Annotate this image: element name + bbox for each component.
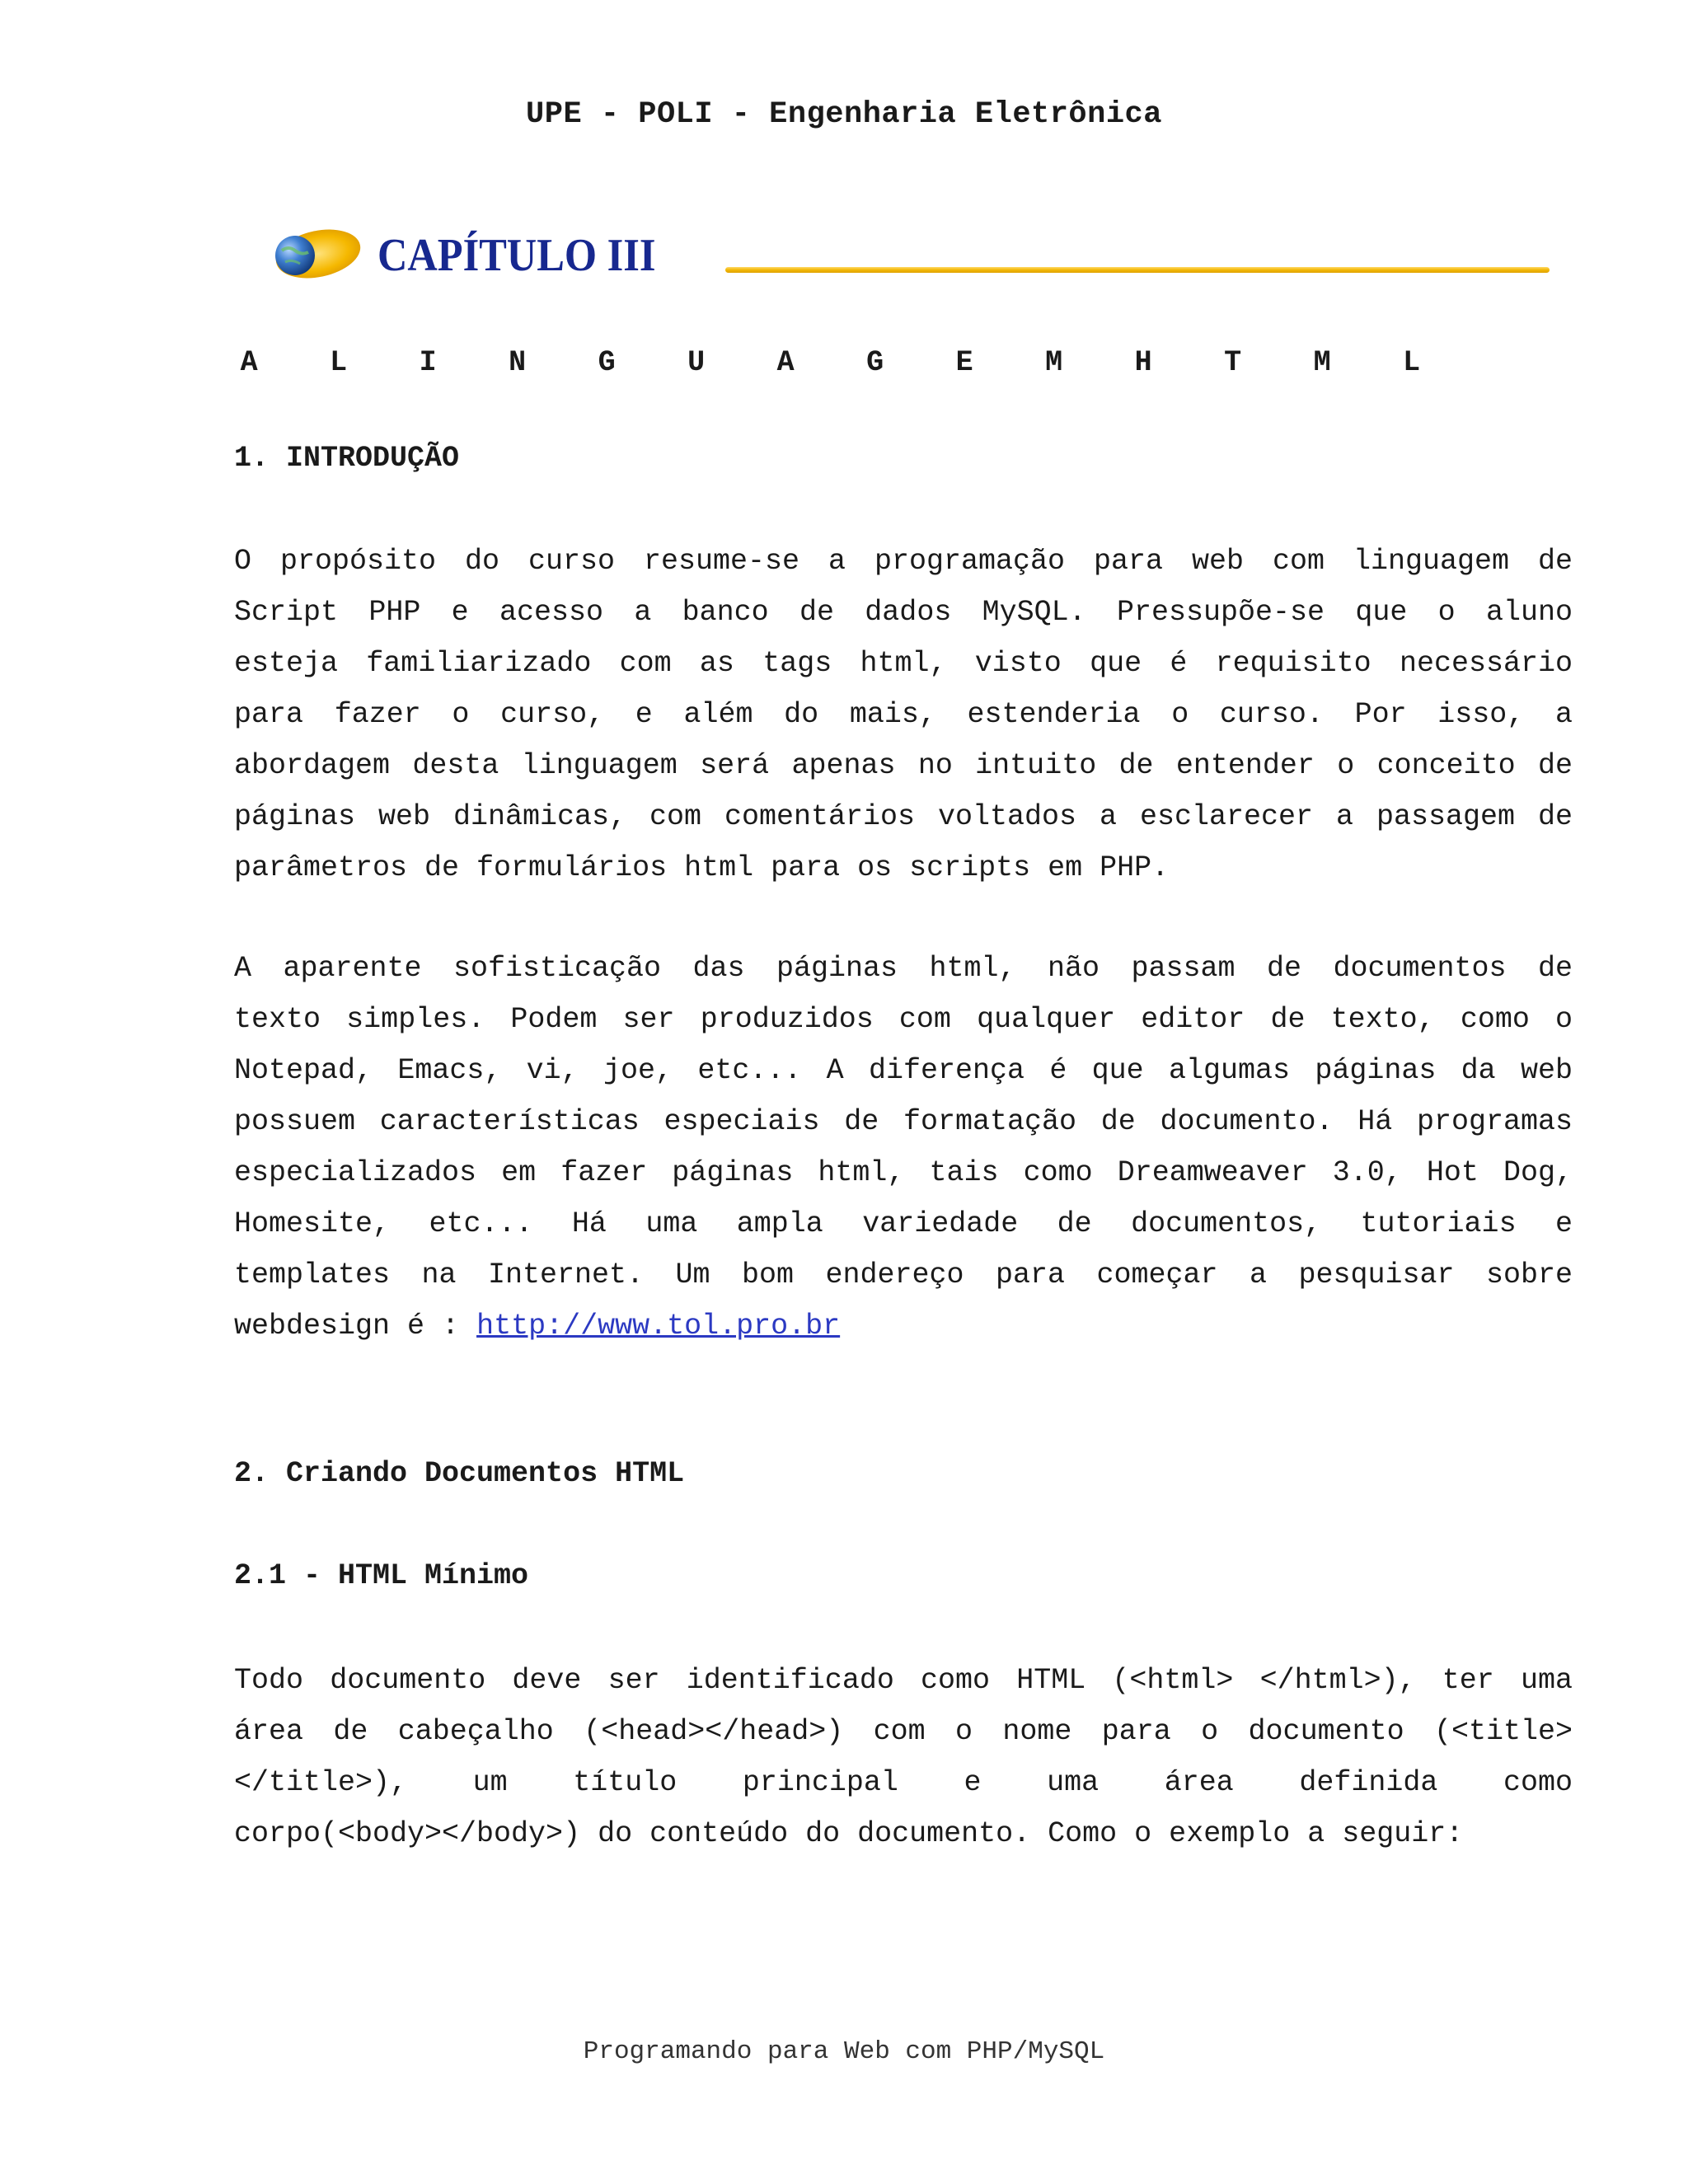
chapter-banner [264, 221, 1550, 303]
paragraph-intro-1 [234, 536, 1573, 893]
paragraph-line [234, 1301, 1573, 1352]
section-heading-html-minimo: 2.1 - HTML Mínimo [234, 1559, 529, 1592]
paragraph-line: texto simples. Podem ser produzidos com qualquer editor de texto, como o [234, 1003, 1573, 1036]
paragraph-line: Script PHP e acesso a banco de dados MySQL. Pressupõe-se que o aluno [234, 596, 1573, 629]
paragraph-line: parâmetros de formulários html para os scripts em PHP. [234, 851, 1170, 884]
paragraph-line: para fazer o curso, e além do mais, estenderia o curso. Por isso, a [234, 698, 1573, 731]
paragraph-line: especializados em fazer páginas html, tais como Dreamweaver 3.0, Hot Dog, [234, 1156, 1573, 1189]
paragraph-line: possuem características especiais de formatação de documento. Há programas [234, 1105, 1573, 1138]
page-footer: Programando para Web com PHP/MySQL [583, 2037, 1105, 2066]
paragraph-line: abordagem desta linguagem será apenas no intuito de entender o conceito de [234, 749, 1573, 782]
document-title-text: A L I N G U A G E M H T M L [240, 346, 1448, 379]
paragraph-line: corpo(<body></body>) do conteúdo do documento. Como o exemplo a seguir: [234, 1817, 1464, 1850]
document-title [0, 346, 1688, 379]
paragraph-line: área de cabeçalho (<head></head>) com o nome para o documento (<title> [234, 1715, 1573, 1748]
paragraph-line: Notepad, Emacs, vi, joe, etc... A diferença é que algumas páginas da web [234, 1054, 1573, 1087]
paragraph-line: </title>), um título principal e uma área definida como [234, 1766, 1573, 1799]
paragraph-intro-2 [234, 943, 1573, 1352]
paragraph-line: templates na Internet. Um bom endereço para começar a pesquisar sobre [234, 1258, 1573, 1291]
paragraph-line: esteja familiarizado com as tags html, visto que é requisito necessário [234, 647, 1573, 680]
link-prefix-text: webdesign é : [234, 1310, 477, 1343]
chapter-divider-line [725, 267, 1550, 273]
chapter-title: CAPÍTULO III [377, 230, 656, 281]
paragraph-line: páginas web dinâmicas, com comentários voltados a esclarecer a passagem de [234, 800, 1573, 833]
page-header: UPE - POLI - Engenharia Eletrônica [526, 97, 1162, 132]
section-heading-introducao: 1. INTRODUÇÃO [234, 442, 460, 475]
paragraph-html-minimo [234, 1655, 1573, 1859]
paragraph-line: O propósito do curso resume-se a programação para web com linguagem de [234, 545, 1573, 578]
paragraph-line: Todo documento deve ser identificado como HTML (<html> </html>), ter uma [234, 1664, 1573, 1697]
paragraph-line: Homesite, etc... Há uma ampla variedade de documentos, tutoriais e [234, 1207, 1573, 1240]
paragraph-line: A aparente sofisticação das páginas html, não passam de documentos de [234, 952, 1573, 985]
tol-website-link[interactable]: http://www.tol.pro.br [476, 1310, 841, 1343]
section-heading-criando-documentos: 2. Criando Documentos HTML [234, 1457, 685, 1490]
globe-swoosh-icon [264, 223, 363, 288]
